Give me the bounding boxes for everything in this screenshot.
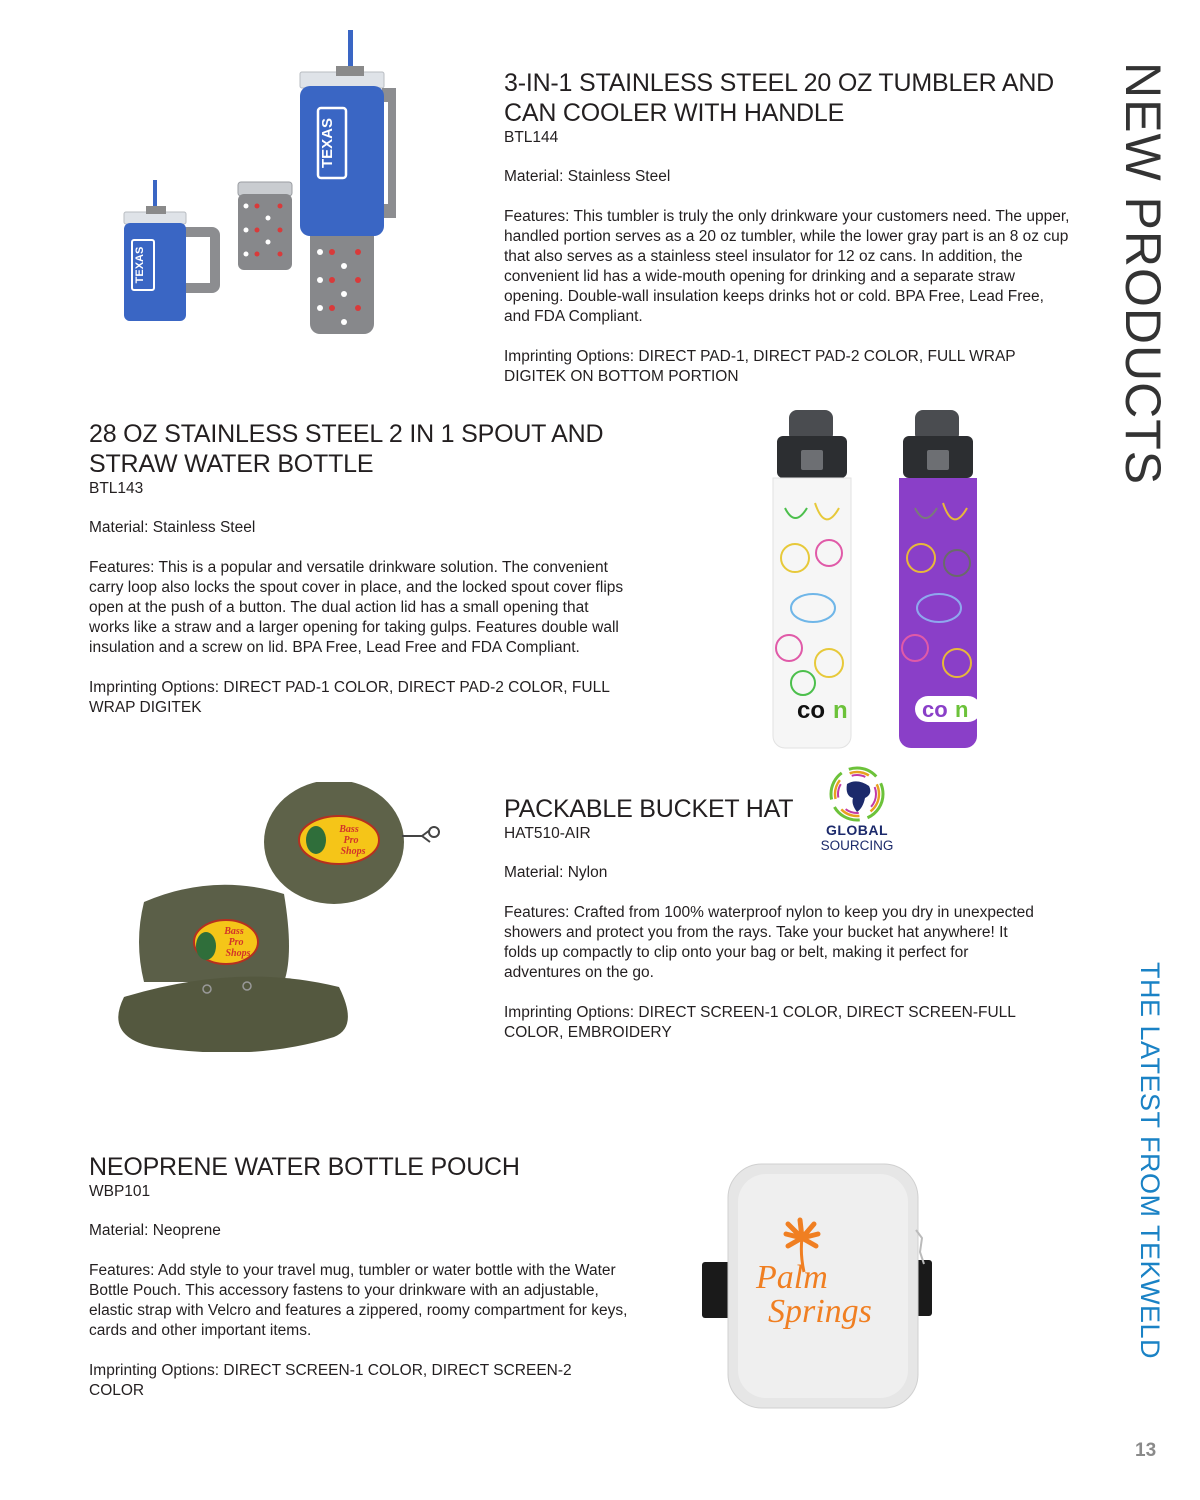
product-title (504, 68, 1074, 128)
large-tumbler-icon (300, 30, 396, 334)
packed-hat-pouch-icon (264, 782, 439, 904)
pouch-logo-line-2: Springs (768, 1293, 872, 1330)
product-sku: BTL143 (89, 480, 144, 497)
global-sourcing-badge (812, 766, 902, 860)
svg-text:co: co (797, 697, 826, 724)
product-imprinting: Imprinting Options: DIRECT PAD-1 COLOR, DIRECT PAD-2 COLOR, FULL WRAP DIGITEK (89, 679, 610, 716)
section-title-new-products: NEW PRODUCTS (1115, 62, 1171, 486)
bucket-hat-icon (118, 885, 348, 1052)
product-title-line: PACKABLE BUCKET HAT (504, 795, 794, 823)
product-features: Features: Add style to your travel mug, tumbler or water bottle with the Water Bottle Pouch. This accessory fastens to your drinkware with an adjustable, elastic strap with Velcro and features a zippered, roomy compartment for keys, cards and other important items. (89, 1262, 628, 1339)
white-bottle-icon (773, 410, 851, 748)
product-btl144 (504, 68, 1074, 387)
product-btl143 (89, 419, 629, 718)
product-title-line: 28 OZ STAINLESS STEEL 2 IN 1 SPOUT AND (89, 420, 604, 448)
svg-text:Shops: Shops (225, 948, 251, 959)
svg-text:Pro: Pro (228, 937, 244, 948)
svg-text:n: n (833, 697, 848, 724)
product-features: Features: This tumbler is truly the only drinkware your customers need. The upper, handled portion serves as a 20 oz tumbler, while the lower gray part is an 8 oz cup that also serves as a stainless steel insulator for 12 oz cans. In addition, the convenient lid has a wide-mouth opening for drinking and a separate straw opening. Double-wall insulation keeps drinks hot or cold. BPA Free, Lead Free, and FDA Compliant. (504, 208, 1070, 325)
product-sku: BTL144 (504, 129, 559, 146)
can-cooler-icon (238, 182, 292, 270)
product-imprinting: Imprinting Options: DIRECT SCREEN-1 COLOR, DIRECT SCREEN-FULL COLOR, EMBROIDERY (504, 1004, 1016, 1041)
badge-line-2: SOURCING (820, 838, 894, 853)
product-features: Features: This is a popular and versatile drinkware solution. The convenient carry loop also locks the spout cover in place, and the locked spout cover flips open at the push of a button. The dual action lid has a small opening that works like a straw and a larger opening for taking gulps. Features double wall insulation and a screw on lid. BPA Free, Lead Free and FDA Compliant. (89, 559, 624, 656)
product-title (89, 1152, 629, 1182)
product-features: Features: Crafted from 100% waterproof nylon to keep you dry in unexpected showers and protect you from the rays. Take your bucket hat anywhere! It folds up compactly to clip onto your bag or belt, making it perfect for adventures on the go. (504, 904, 1034, 981)
purple-bottle-icon (899, 410, 981, 748)
product-title (504, 794, 1044, 824)
svg-text:Bass: Bass (224, 926, 244, 937)
product-title-line: STRAW WATER BOTTLE (89, 450, 374, 478)
product-hat510-air (504, 794, 1044, 1043)
svg-text:TEXAS: TEXAS (319, 117, 336, 169)
svg-text:TEXAS: TEXAS (134, 246, 146, 284)
product-material: Material: Neoprene (89, 1222, 221, 1239)
product-title (89, 419, 629, 479)
neoprene-pouch-product-image (698, 1160, 938, 1412)
page-number: 13 (1135, 1440, 1157, 1461)
tumbler-product-image (110, 30, 400, 340)
product-sku: WBP101 (89, 1183, 151, 1200)
svg-text:Bass: Bass (339, 824, 359, 835)
badge-line-1: GLOBAL (825, 822, 889, 838)
small-tumbler-icon (124, 180, 220, 321)
svg-text:n: n (955, 697, 969, 722)
svg-text:co: co (922, 697, 948, 722)
pouch-logo-line-1: Palm (756, 1259, 828, 1296)
bucket-hat-product-image (104, 782, 454, 1052)
product-material: Material: Stainless Steel (89, 519, 256, 536)
product-wbp101 (89, 1152, 629, 1401)
product-title-line: NEOPRENE WATER BOTTLE POUCH (89, 1153, 520, 1181)
product-material: Material: Nylon (504, 864, 608, 881)
product-title-line: CAN COOLER WITH HANDLE (504, 99, 845, 127)
product-title-line: 3-IN-1 STAINLESS STEEL 20 OZ TUMBLER AND (504, 69, 1055, 97)
product-imprinting: Imprinting Options: DIRECT PAD-1, DIRECT PAD-2 COLOR, FULL WRAP DIGITEK ON BOTTOM PORTION (504, 348, 1016, 385)
product-imprinting: Imprinting Options: DIRECT SCREEN-1 COLOR, DIRECT SCREEN-2 COLOR (89, 1362, 572, 1399)
svg-text:Shops: Shops (340, 846, 366, 857)
globe-icon (827, 766, 887, 822)
water-bottle-product-image (765, 408, 995, 753)
svg-text:Pro: Pro (343, 835, 359, 846)
product-sku: HAT510-AIR (504, 825, 591, 842)
product-material: Material: Stainless Steel (504, 168, 671, 185)
tagline-latest-from-tekweld: THE LATEST FROM TEKWELD (1135, 962, 1165, 1360)
